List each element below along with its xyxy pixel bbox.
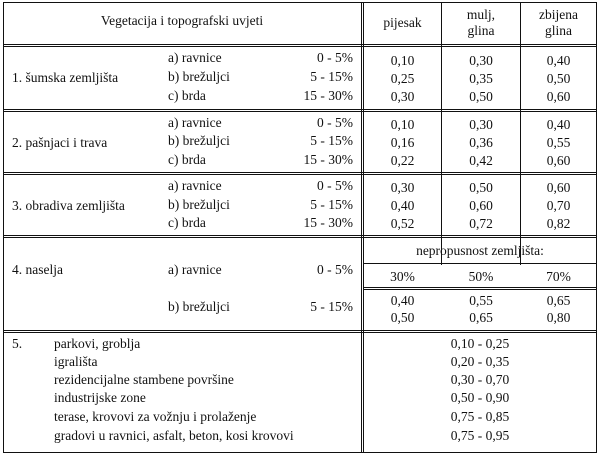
coef-silt: 0,35: [469, 71, 493, 86]
coef-silt: 0,36: [469, 135, 493, 150]
coef-sand: 0,40: [390, 198, 415, 213]
coef-30: 0,40: [390, 293, 415, 308]
coef-clay: 0,60: [546, 153, 571, 168]
coef-clay: 0,60: [546, 180, 571, 195]
terrain-label: a) ravnice: [168, 115, 222, 130]
table-top-border: [3, 2, 597, 3]
coef-silt: 0,50: [469, 180, 493, 195]
coef-clay: 0,50: [546, 71, 571, 86]
impermeability-30: 30%: [390, 269, 415, 284]
terrain-label: a) ravnice: [168, 262, 222, 277]
coef-sand: 0,30: [390, 180, 415, 195]
coef-silt: 0,60: [469, 198, 493, 213]
surface-label: industrijske zone: [54, 390, 146, 405]
group-name: 3. obradiva zemljišta: [12, 198, 125, 213]
coef-clay: 0,70: [546, 198, 571, 213]
coef-70: 0,65: [546, 293, 571, 308]
slope-range: 0 - 5%: [317, 115, 353, 130]
coef-70: 0,80: [546, 310, 571, 325]
surface-range: 0,50 - 0,90: [450, 390, 510, 405]
surface-label: parkovi, groblja: [54, 336, 141, 351]
header-separator: [3, 44, 597, 47]
impermeability-50: 50%: [468, 269, 494, 284]
slope-range: 5 - 15%: [310, 69, 353, 84]
coef-clay: 0,82: [546, 216, 571, 231]
coef-clay: 0,55: [546, 135, 571, 150]
coef-silt: 0,30: [469, 117, 493, 132]
coef-sand: 0,22: [390, 153, 415, 168]
header-col-sand: pijesak: [383, 15, 422, 30]
coef-silt: 0,50: [469, 89, 493, 104]
surface-label: rezidencijalne stambene površine: [54, 372, 234, 387]
coef-50: 0,55: [469, 293, 493, 308]
surface-label: terase, krovovi za vožnju i prolaženje: [54, 409, 257, 424]
coef-silt: 0,42: [469, 153, 493, 168]
coef-clay: 0,60: [546, 89, 571, 104]
group-separator-2: [3, 172, 597, 175]
terrain-label: a) ravnice: [168, 178, 222, 193]
slope-range: 5 - 15%: [310, 299, 353, 314]
surface-range: 0,20 - 0,35: [450, 354, 510, 369]
group-separator-3: [3, 235, 597, 238]
coef-sand: 0,10: [390, 117, 415, 132]
coef-50: 0,65: [469, 310, 493, 325]
section5-separator: [3, 330, 597, 333]
impermeability-label: nepropusnost zemljišta:: [416, 243, 544, 258]
table-left-border: [3, 2, 4, 452]
impermeability-label-line: [363, 263, 597, 264]
terrain-label: b) brežuljci: [168, 69, 230, 84]
coef-sand: 0,30: [390, 89, 415, 104]
header-title: Vegetacija i topografski uvjeti: [100, 13, 264, 28]
terrain-label: b) brežuljci: [168, 133, 230, 148]
surface-range: 0,75 - 0,95: [450, 428, 510, 443]
terrain-label: c) brda: [168, 152, 206, 167]
surface-range: 0,10 - 0,25: [450, 336, 510, 351]
coef-clay: 0,40: [546, 53, 571, 68]
group-separator-1: [3, 109, 597, 112]
surface-range: 0,30 - 0,70: [450, 372, 510, 387]
coef-silt: 0,72: [469, 216, 493, 231]
header-col-silt-line2: glina: [467, 23, 495, 38]
terrain-label: c) brda: [168, 215, 206, 230]
slope-range: 15 - 30%: [303, 88, 353, 103]
coef-clay: 0,40: [546, 117, 571, 132]
slope-range: 5 - 15%: [310, 133, 353, 148]
slope-range: 15 - 30%: [303, 152, 353, 167]
header-col-clay-line2: glina: [545, 23, 572, 38]
group-name: 2. pašnjaci i trava: [12, 135, 108, 150]
group-name: 1. šumska zemljišta: [12, 70, 119, 85]
coef-30: 0,50: [390, 310, 415, 325]
slope-range: 5 - 15%: [310, 197, 353, 212]
group-name: 4. naselja: [12, 262, 63, 277]
terrain-label: a) ravnice: [168, 50, 222, 65]
surface-label: gradovi u ravnici, asfalt, beton, kosi krovovi: [54, 428, 294, 443]
coef-sand: 0,16: [390, 135, 415, 150]
table-right-border: [596, 2, 597, 452]
table-bottom-border: [3, 452, 597, 453]
coef-sand: 0,52: [390, 216, 415, 231]
header-col-clay-line1: zbijena: [539, 7, 578, 22]
impermeability-values-line: [363, 287, 597, 290]
section5-number: 5.: [12, 336, 23, 351]
surface-label: igrališta: [54, 354, 98, 369]
slope-range: 0 - 5%: [317, 262, 353, 277]
terrain-label: c) brda: [168, 88, 206, 103]
slope-range: 0 - 5%: [317, 50, 353, 65]
coef-sand: 0,10: [390, 53, 415, 68]
terrain-label: b) brežuljci: [168, 299, 230, 314]
impermeability-70: 70%: [546, 269, 571, 284]
slope-range: 0 - 5%: [317, 178, 353, 193]
header-col-silt-line1: mulj,: [466, 7, 496, 22]
slope-range: 15 - 30%: [303, 215, 353, 230]
terrain-label: b) brežuljci: [168, 197, 230, 212]
surface-range: 0,75 - 0,85: [450, 409, 510, 424]
coef-silt: 0,30: [469, 53, 493, 68]
coef-sand: 0,25: [390, 71, 415, 86]
